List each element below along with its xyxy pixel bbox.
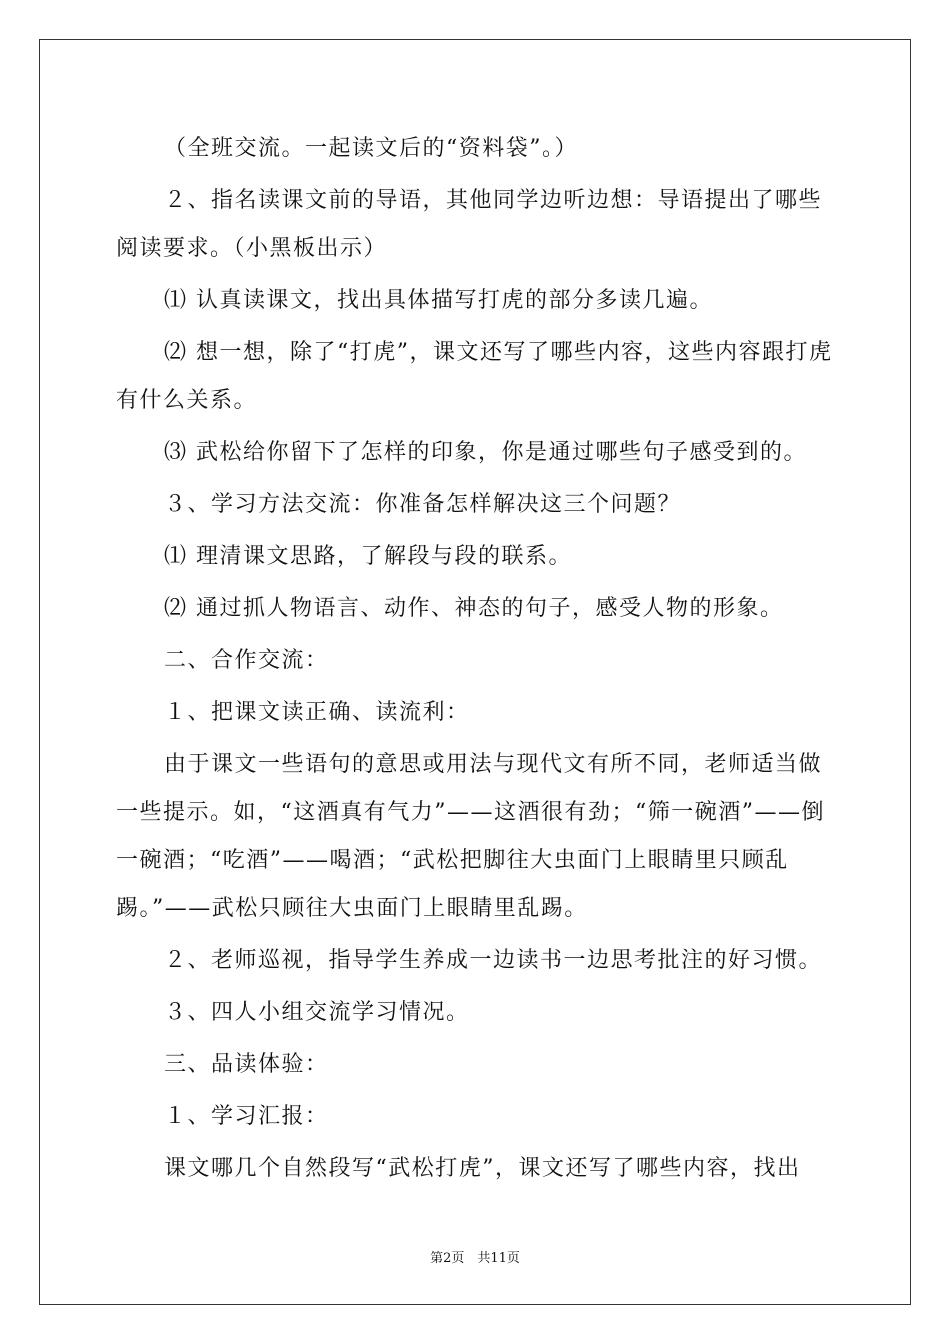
paragraph: ２、指名读课文前的导语，其他同学边听边想：导语提出了哪些阅读要求。（小黑板出示） [116, 188, 823, 261]
paragraph: ⑴ 认真读课文，找出具体描写打虎的部分多读几遍。 [164, 288, 713, 313]
paragraph: ⑴ 理清课文思路，了解段与段的联系。 [164, 544, 572, 569]
paragraph: １、把课文读正确、读流利： [164, 700, 470, 725]
paragraph: ３、学习方法交流：你准备怎样解决这三个问题？ [164, 492, 682, 517]
paragraph: ２、老师巡视，指导学生养成一边读书一边思考批注的好习惯。 [164, 948, 823, 973]
paragraph: 由于课文一些语句的意思或用法与现代文有所不同，老师适当做一些提示。如，“这酒真有气力”——这酒很有劲；“筛一碗酒”——倒一碗酒；“吃酒”——喝酒；“武松把脚往大虫面门上眼睛里只顾乱踢。”——武松只顾往大虫面门上眼睛里乱踢。 [116, 752, 825, 921]
page-footer: 第2页 共11页 [430, 1251, 520, 1266]
section-heading: 二、合作交流： [164, 648, 329, 673]
paragraph: １、学习汇报： [164, 1104, 329, 1129]
section-heading: 三、品读体验： [164, 1052, 329, 1077]
paragraph: ⑵ 通过抓人物语言、动作、神态的句子，感受人物的形象。 [164, 596, 784, 621]
paragraph: 课文哪几个自然段写“武松打虎”，课文还写了哪些内容，找出 [164, 1156, 801, 1181]
paragraph: ３、四人小组交流学习情况。 [164, 1000, 470, 1025]
paragraph: ⑵ 想一想，除了“打虎”，课文还写了哪些内容，这些内容跟打虎有什么关系。 [116, 340, 833, 413]
paragraph: （全班交流。一起读文后的“资料袋”。） [164, 136, 578, 161]
paragraph: ⑶ 武松给你留下了怎样的印象，你是通过哪些句子感受到的。 [164, 440, 807, 465]
document-body [116, 125, 834, 1197]
